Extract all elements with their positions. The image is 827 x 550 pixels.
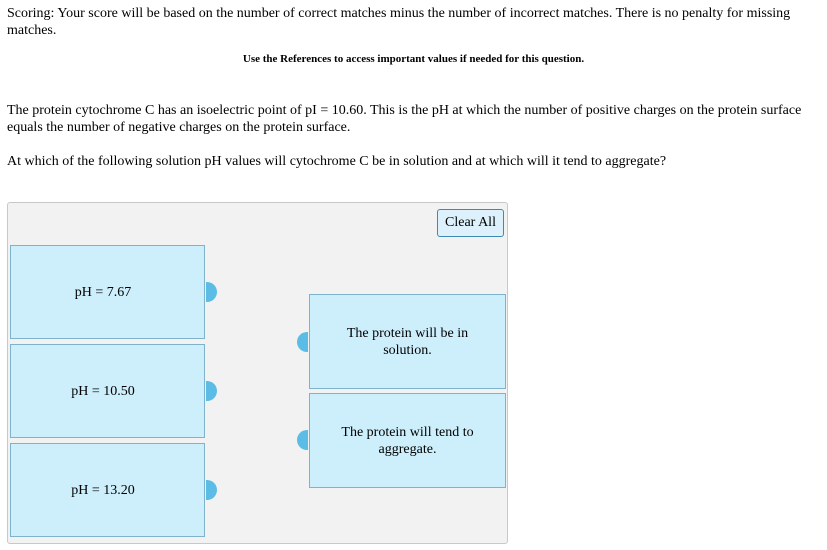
match-item-label: pH = 7.67 [74,284,132,300]
match-item-ph-10-50[interactable] [10,344,205,438]
match-item-label: pH = 10.50 [71,383,135,399]
target-aggregate[interactable] [309,393,506,488]
target-label: The protein will tend to aggregate. [341,424,474,457]
question-intro: The protein cytochrome C has an isoelectric point of pI = 10.60. This is the pH at which the number of positive charges on the protein surface equals the number of negative charges on the protein surface. [7,103,802,135]
target-label: The protein will be in solution. [346,325,469,358]
match-item-label: pH = 13.20 [71,482,135,498]
match-item-ph-7-67[interactable] [10,245,205,339]
target-in-solution[interactable] [309,294,506,389]
clear-all-button[interactable]: Clear All [437,209,504,237]
question-prompt: At which of the following solution pH values will cytochrome C be in solution and at which will it tend to aggregate? [7,154,667,169]
references-note: Use the References to access important values if needed for this question. [242,53,585,65]
match-item-ph-13-20[interactable] [10,443,205,537]
scoring-instructions: Scoring: Your score will be based on the number of correct matches minus the number of incorrect matches. There is no penalty for missing matches. [7,6,791,38]
